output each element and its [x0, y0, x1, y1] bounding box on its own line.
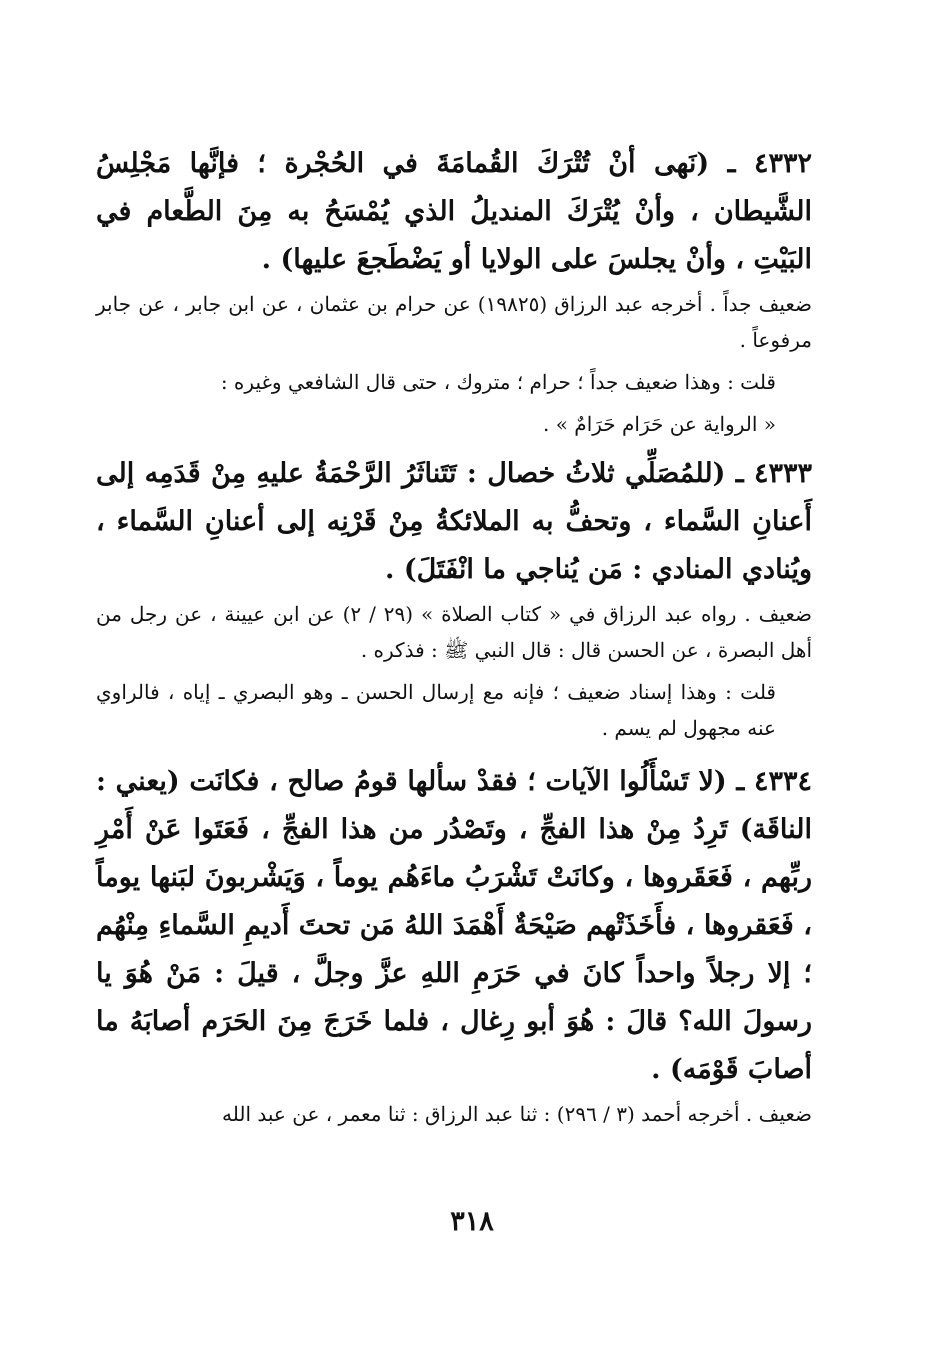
hadith-4332-text: ٤٣٣٢ ـ (نَهى أنْ تُتْرَكَ القُمامَةَ في الحُجْرة ؛ فإنَّها مَجْلِسُ الشَّيطان ، وأنْ يُتْرَكَ المنديلُ الذي يُمْسَحُ به مِنَ الطَّعام في البَيْتِ ، وأنْ يجلسَ على الولايا أو يَضْطَجعَ عليها) .	[96, 148, 812, 275]
hadith-4334-takhrij: ضعيف . أخرجه أحمد (٣ / ٢٩٦) : ثنا عبد الرزاق : ثنا معمر ، عن عبد الله	[222, 1102, 812, 1126]
hadith-4334-text: ٤٣٣٤ ـ (لا تَسْأَلُوا الآيات ؛ فقدْ سألها قومُ صالح ، فكانَت (يعني : الناقَة) تَرِدُ مِنْ هذا الفجِّ ، وتَصْدُر من هذا الفجِّ ، فَعَتَوا عَنْ أَمْرِ ربِّهم ، فَعَقَروها ، وكانَتْ تَشْرَبُ ماءَهُم يوماً ، وَيَشْربونَ لبَنها يوماً ، فَعَقروها ، فأَخَذَتْهم صَيْحَةٌ أَهْمَدَ اللهُ مَن تحتَ أَديمِ السَّماءِ مِنْهُم ؛ إلا رجلاً واحداً كانَ في حَرَمِ اللهِ عزَّ وجلَّ ، قيلَ : مَنْ هُوَ يا رسولَ الله؟ قالَ : هُوَ أبو رِغال ، فلما خَرَجَ مِنَ الحَرَم أصابَهُ ما أصابَ قَوْمَه) .	[96, 766, 812, 1085]
hadith-4332-takhrij: ضعيف جداً . أخرجه عبد الرزاق (١٩٨٢٥) عن حرام بن عثمان ، عن ابن جابر ، عن جابر مرفوعاً .	[96, 292, 812, 352]
hadith-4333-text: ٤٣٣٣ ـ (للمُصَلِّي ثلاثُ خصال : تَتَناثَرُ الرَّحْمَةُ عليهِ مِنْ قَدَمِه إلى أَعنانِ السَّماء ، وتحفُّ به الملائكةُ مِنْ قَرْنِه إلى أعنانِ السَّماء ، ويُنادي المنادي : مَن يُناجي ما انْفَتَلَ) .	[96, 458, 812, 585]
page-number: ٣١٨	[450, 1206, 494, 1237]
hadith-4333-takhrij: ضعيف . رواه عبد الرزاق في « كتاب الصلاة » (٢٩ / ٢) عن ابن عيينة ، عن رجل من أهل البصرة ، عن الحسن قال : قال النبي ﷺ : فذكره .	[96, 602, 812, 662]
hadith-4332-note: قلت : وهذا ضعيف جداً ؛ حرام ؛ متروك ، حتى قال الشافعي وغيره :	[220, 370, 776, 394]
page-body	[96, 140, 812, 1138]
hadith-4332-note-quote: « الرواية عن حَرَام حَرَامٌ » .	[543, 412, 776, 436]
hadith-4333-note: قلت : وهذا إسناد ضعيف ؛ فإنه مع إرسال الحسن ـ وهو البصري ـ إياه ، فالراوي عنه مجهول لم يسم .	[96, 680, 776, 740]
